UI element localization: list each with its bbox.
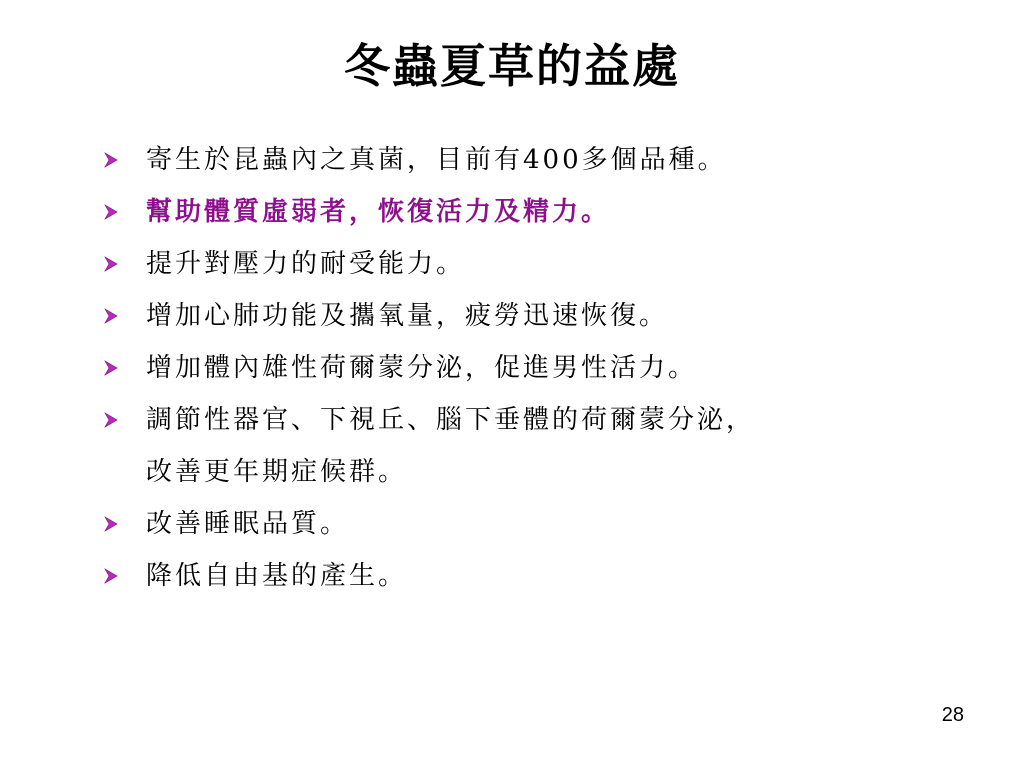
bullet-text-continuation: 改善更年期症候群。 bbox=[146, 457, 408, 487]
arrow-bullet-icon bbox=[104, 308, 118, 324]
arrow-bullet-icon bbox=[104, 568, 118, 584]
bullet-text: 改善睡眠品質。 bbox=[146, 509, 350, 539]
slide-title: 冬蟲夏草的益處 bbox=[344, 39, 680, 93]
bullet-text: 增加心肺功能及攜氧量，疲勞迅速恢復。 bbox=[146, 301, 669, 331]
bullet-item bbox=[104, 550, 984, 602]
bullet-item bbox=[104, 290, 984, 342]
bullet-item bbox=[104, 186, 984, 238]
bullet-list bbox=[104, 134, 984, 602]
bullet-text: 降低自由基的產生。 bbox=[146, 561, 408, 591]
arrow-bullet-icon bbox=[104, 412, 118, 428]
bullet-item bbox=[104, 134, 984, 186]
bullet-item bbox=[104, 238, 984, 290]
bullet-text: 調節性器官、下視丘、腦下垂體的荷爾蒙分泌， bbox=[146, 405, 756, 435]
bullet-text-highlighted: 幫助體質虛弱者，恢復活力及精力。 bbox=[146, 197, 611, 227]
arrow-bullet-icon bbox=[104, 516, 118, 532]
bullet-text: 寄生於昆蟲內之真菌，目前有400多個品種。 bbox=[146, 145, 727, 175]
bullet-item bbox=[104, 342, 984, 394]
bullet-item bbox=[104, 498, 984, 550]
arrow-bullet-icon bbox=[104, 152, 118, 168]
arrow-bullet-icon bbox=[104, 204, 118, 220]
bullet-item bbox=[104, 394, 984, 498]
bullet-text: 增加體內雄性荷爾蒙分泌，促進男性活力。 bbox=[146, 353, 698, 383]
arrow-bullet-icon bbox=[104, 256, 118, 272]
page-number: 28 bbox=[941, 704, 964, 726]
arrow-bullet-icon bbox=[104, 360, 118, 376]
bullet-text: 提升對壓力的耐受能力。 bbox=[146, 249, 466, 279]
